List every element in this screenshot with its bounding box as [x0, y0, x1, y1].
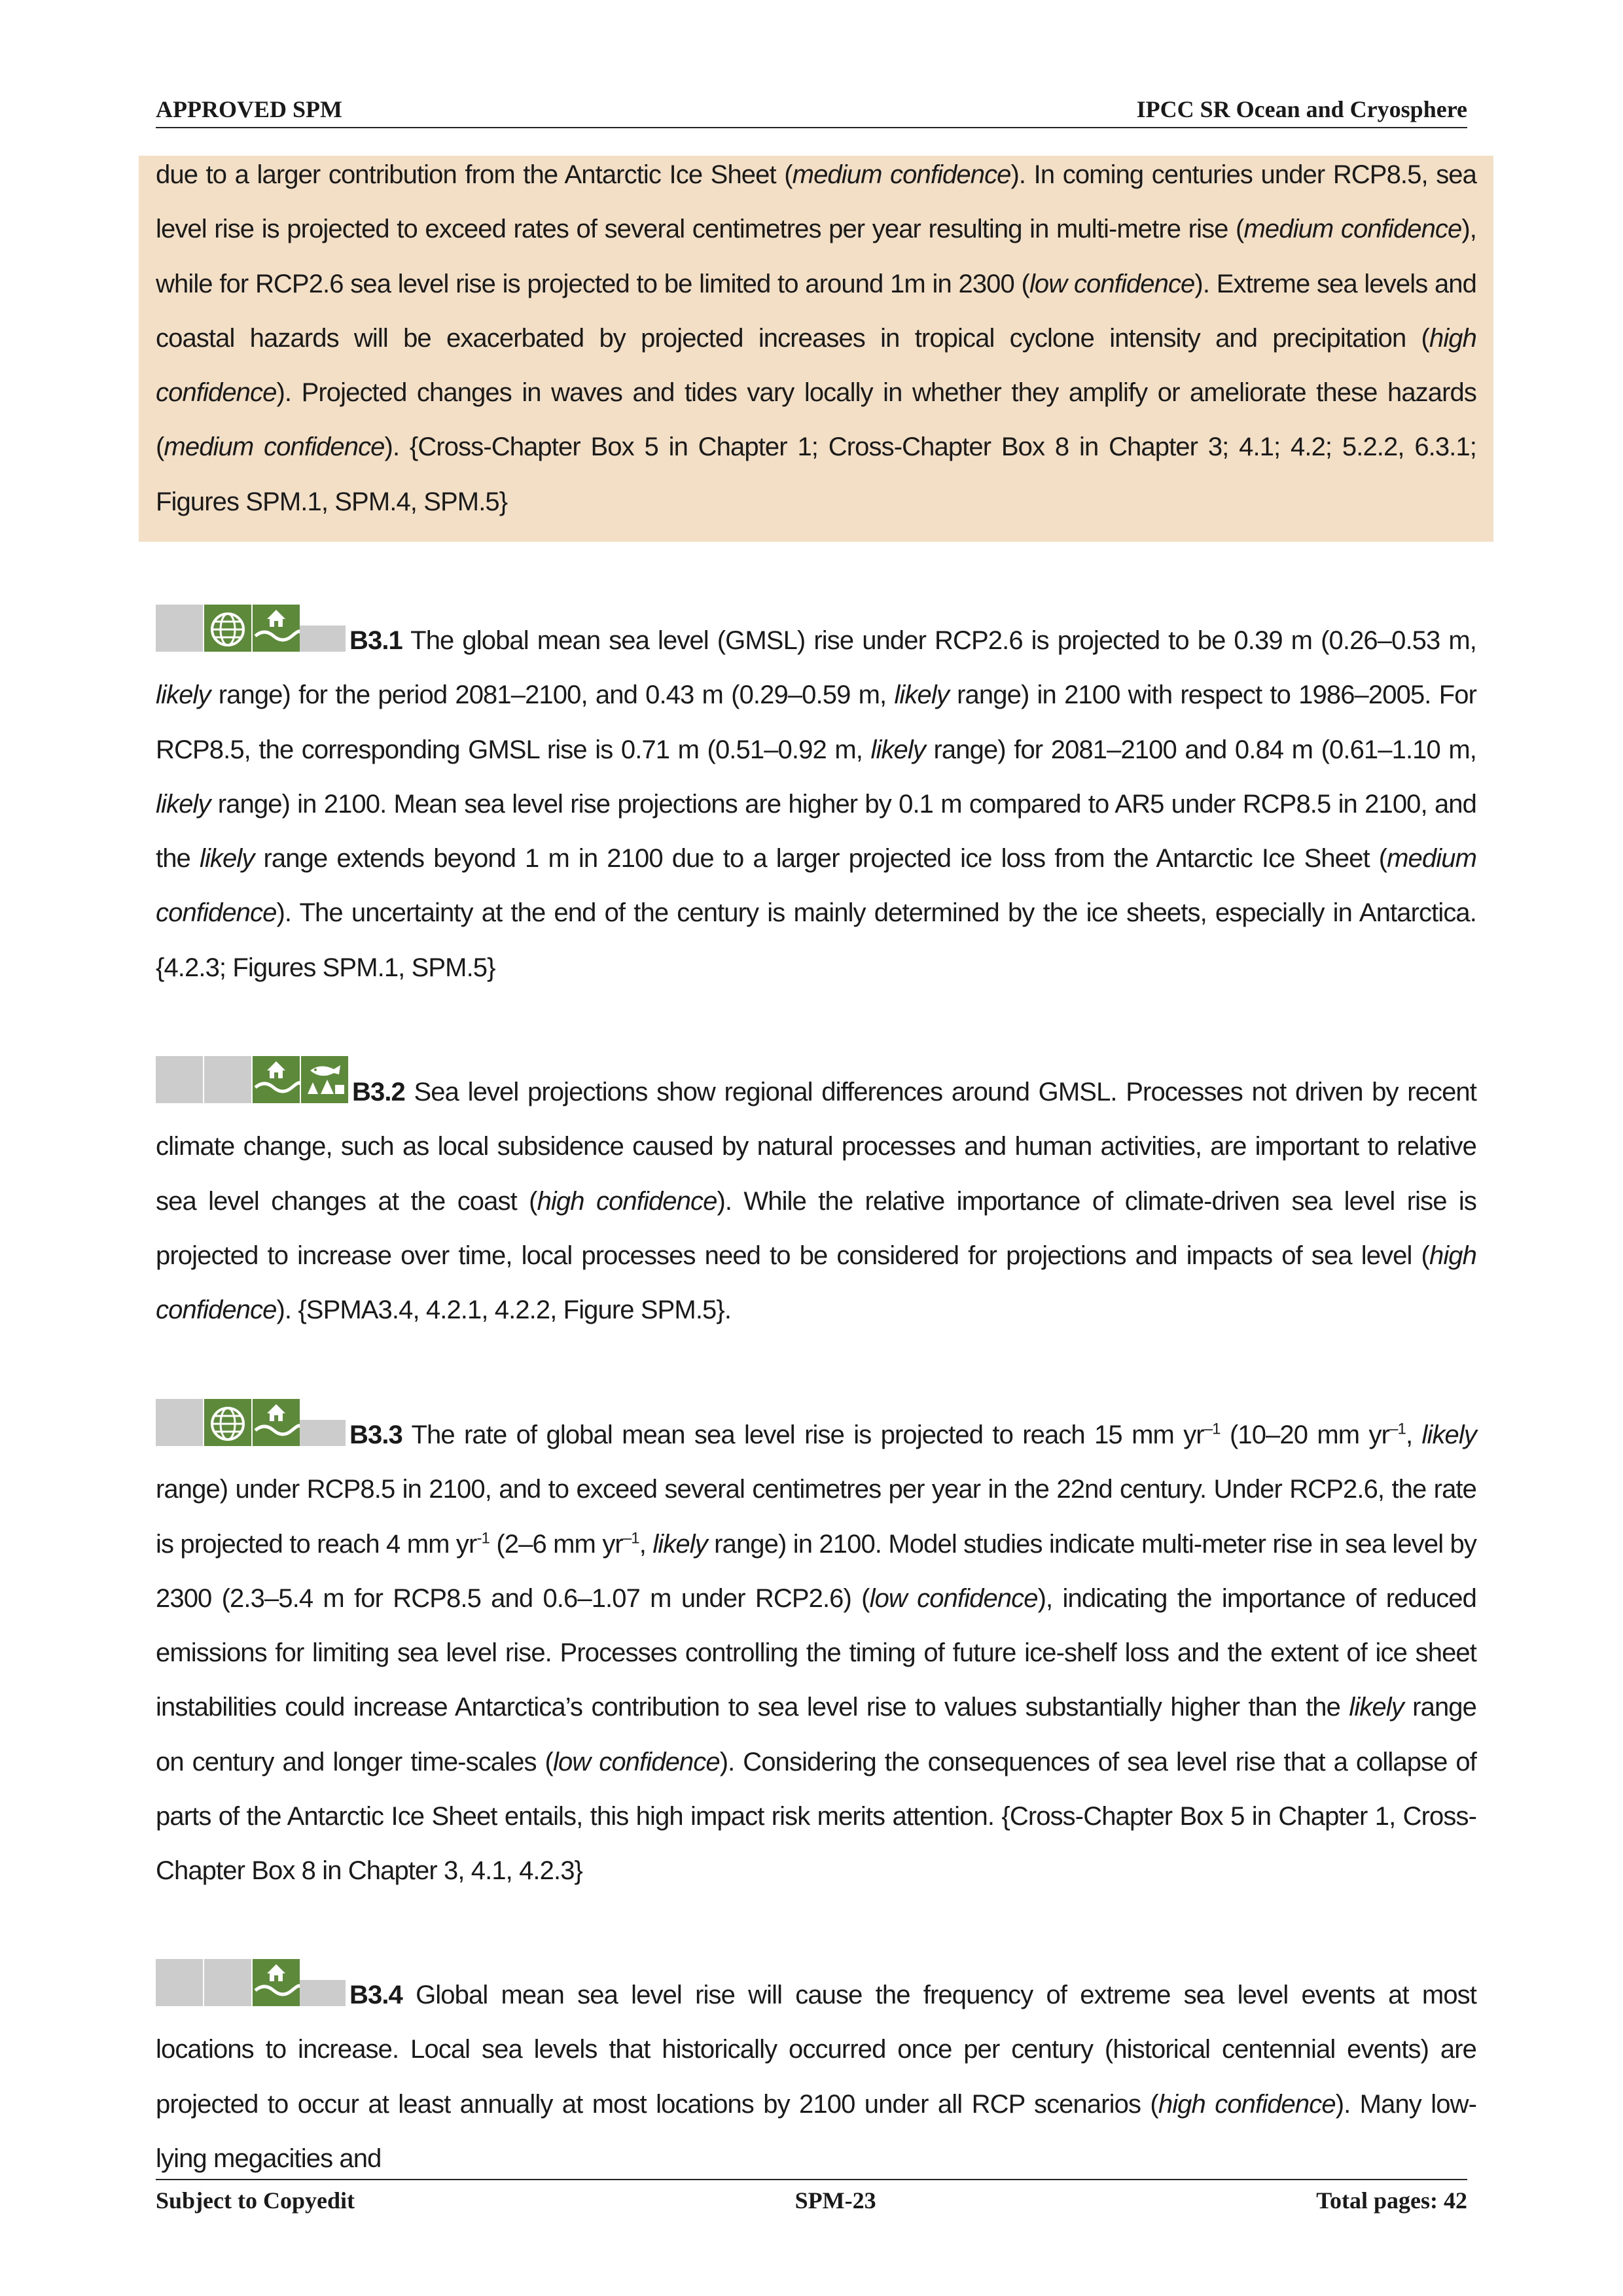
footer-left: Subject to Copyedit [156, 2187, 355, 2214]
coast-icon [253, 1056, 300, 1103]
page-number: SPM-23 [794, 2187, 876, 2214]
paragraph-b3-1: B3.1 The global mean sea level (GMSL) rise under RCP2.6 is projected to be 0.39 m (0.26–0.53 m, likely range) for the period 2081–2100, and 0.43 m (0.29–0.59 m, likely range) in 2100 with respect to 1986–2005. For RCP8.5, the corresponding GMSL rise is 0.71 m (0.51–0.92 m, likely range) for 2081–2100 and 0.84 m (0.61–1.10 m, likely range) in 2100. Mean sea level rise projections are higher by 0.1 m compared to AR5 under RCP8.5 in 2100, and the likely range extends beyond 1 m in 2100 due to a larger projected ice loss from the Antarctic Ice Sheet (medium confidence). The uncertainty at the end of the century is mainly determined by the ice sheets, especially in Antarctica. {4.2.3; Figures SPM.1, SPM.5} [156, 605, 1476, 995]
page-footer [156, 2179, 1467, 2214]
header-left: APPROVED SPM [156, 96, 342, 122]
ecosystem-icon [301, 1056, 348, 1103]
icon-strip-b3-2 [156, 1056, 348, 1103]
icon-strip-b3-3 [156, 1399, 346, 1446]
paragraph-b3-2: B3.2 Sea level projections show regional differences around GMSL. Processes not driven by recent climate change, such as local subsidence caused by natural processes and human activities, are important to relative sea level changes at the coast (high confidence). While the relative importance of climate-driven sea level rise is projected to increase over time, local processes need to be considered for projections and impacts of sea level (high confidence). {SPMA3.4, 4.2.1, 4.2.2, Figure SPM.5}. [156, 1056, 1476, 1337]
header-right: IPCC SR Ocean and Cryosphere [1136, 96, 1467, 122]
icon-strip-b3-1 [156, 605, 346, 652]
intro-paragraph: due to a larger contribution from the Antarctic Ice Sheet (medium confidence). In coming centuries under RCP8.5, sea level rise is projected to exceed rates of several centimetres per year resulting in multi-metre rise (medium confidence), while for RCP2.6 sea level rise is projected to be limited to around 1m in 2300 (low confidence). Extreme sea levels and coastal hazards will be exacerbated by projected increases in tropical cyclone intensity and precipitation (high confidence). Projected changes in waves and tides vary locally in whether they amplify or ameliorate these hazards (medium confidence). {Cross-Chapter Box 5 in Chapter 1; Cross-Chapter Box 8 in Chapter 3; 4.1; 4.2; 5.2.2, 6.3.1; Figures SPM.1, SPM.4, SPM.5} [156, 160, 1477, 516]
icon-strip-b3-4 [156, 1959, 346, 2006]
page-header [156, 96, 1467, 128]
paragraph-b3-3: B3.3 The rate of global mean sea level rise is projected to reach 15 mm $yr^{-1}$ (10–20 mm $yr^{-1}$, likely range) under RCP8.5 in 2100, and to exceed several centimetres per year in the 22nd century. Under RCP2.6, the rate is projected to reach 4 mm $yr^{-1}$ (2–6 mm $yr^{-1}$, likely range) in 2100. Model studies indicate multi-meter rise in sea level by 2300 (2.3–5.4 m for RCP8.5 and 0.6–1.07 m under RCP2.6) (low confidence), indicating the importance of reduced emissions for limiting sea level rise. Processes controlling the timing of future ice-shelf loss and the extent of ice sheet instabilities could increase Antarctica’s contribution to sea level rise to values substantially higher than the likely range on century and longer time-scales (low confidence). Considering the consequences of sea level rise that a collapse of parts of the Antarctic Ice Sheet entails, this high impact risk merits attention. {Cross-Chapter Box 5 in Chapter 1, Cross-Chapter Box 8 in Chapter 3, 4.1, 4.2.3} [156, 1399, 1476, 1899]
coast-icon [253, 1959, 300, 2006]
globe-icon [204, 605, 251, 652]
paragraph-b3-4: B3.4 Global mean sea level rise will cause the frequency of extreme sea level events at most locations to increase. Local sea levels that historically occurred once per century (historical centennial events) are projected to occur at least annually at most locations by 2100 under all RCP scenarios (high confidence). Many low-lying megacities and [156, 1959, 1476, 2186]
total-pages: Total pages: 42 [1316, 2187, 1467, 2214]
coast-icon [253, 605, 300, 652]
globe-icon [204, 1399, 251, 1446]
coast-icon [253, 1399, 300, 1446]
